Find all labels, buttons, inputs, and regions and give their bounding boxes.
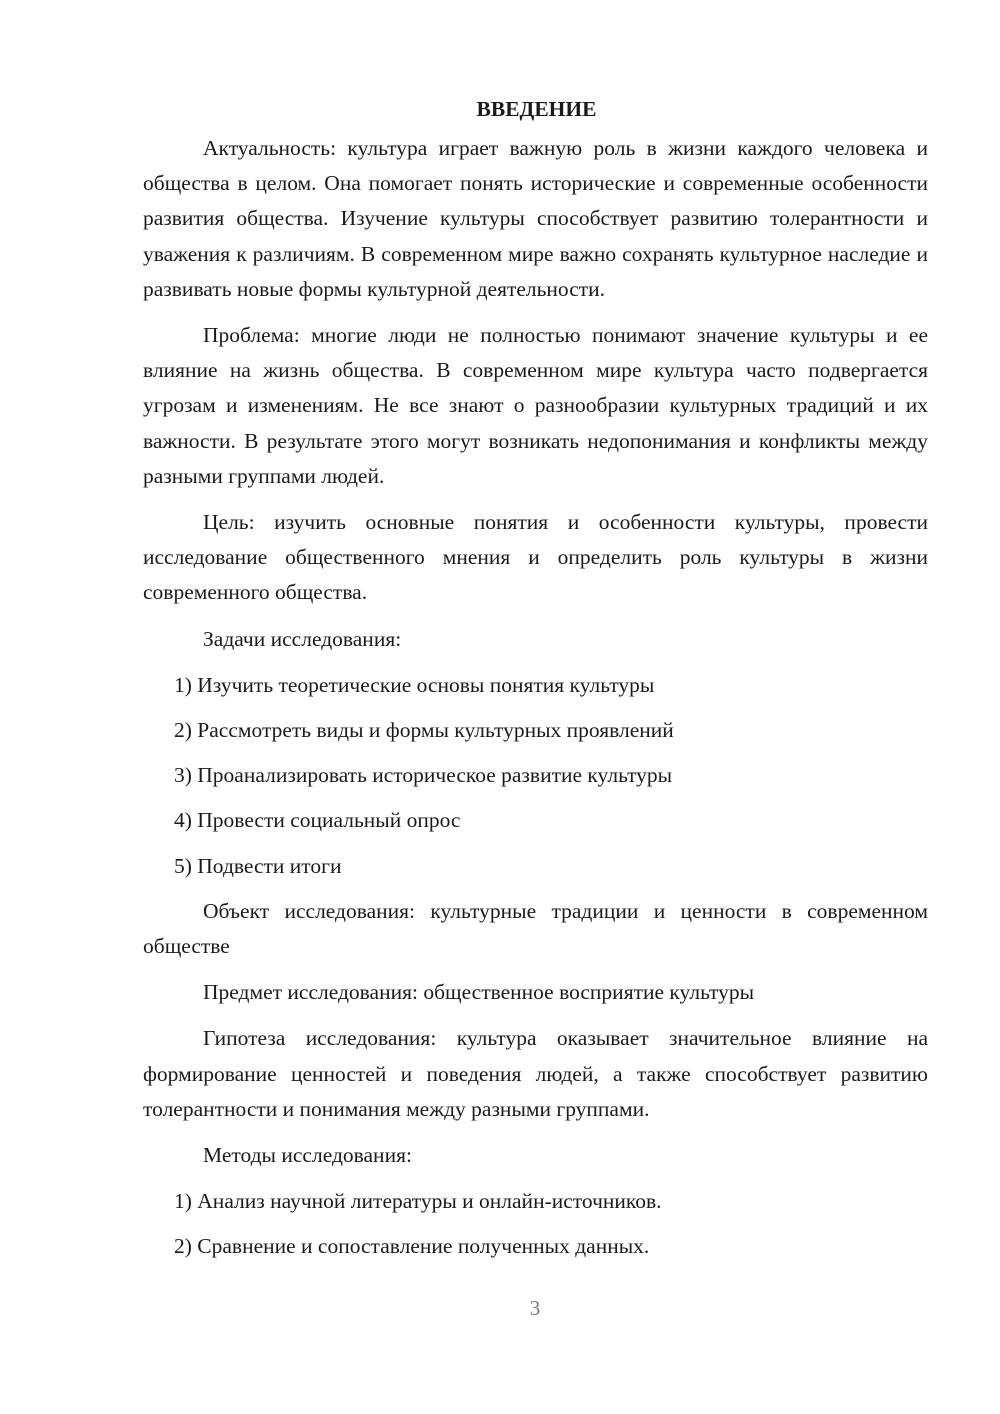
- methods-list: [143, 1184, 928, 1264]
- goal-paragraph: Цель: изучить основные понятия и особенности культуры, провести исследование общественного мнения и определить роль культуры в жизни современного общества.: [143, 510, 928, 605]
- list-item: 3) Проанализировать историческое развитие культуры: [174, 763, 673, 788]
- list-item: 1) Изучить теоретические основы понятия культуры: [174, 672, 655, 697]
- list-item: 2) Рассмотреть виды и формы культурных проявлений: [174, 718, 674, 743]
- list-item: 2) Сравнение и сопоставление полученных данных.: [174, 1234, 650, 1259]
- methods-heading: Методы исследования:: [203, 1143, 412, 1168]
- list-item: 1) Анализ научной литературы и онлайн-источников.: [174, 1189, 662, 1214]
- relevance-paragraph: Актуальность: культура играет важную роль в жизни каждого человека и общества в целом. Она помогает понять исторические и современные особенности развития общества. Изучение культуры способствует развитию толерантности и уважения к различиям. В современном мире важно сохранять культурное наследие и развивать новые формы культурной деятельности.: [143, 136, 928, 301]
- hypothesis-paragraph: Гипотеза исследования: культура оказывает значительное влияние на формирование ценностей и поведения людей, а также способствует развитию толерантности и понимания между разными группами.: [143, 1026, 928, 1121]
- document-page: [143, 92, 928, 1275]
- problem-paragraph: Проблема: многие люди не полностью понимают значение культуры и ее влияние на жизнь общества. В современном мире культура часто подвергается угрозам и изменениям. Не все знают о разнообразии культурных традиций и их важности. В результате этого могут возникать недопонимания и конфликты между разными группами людей.: [143, 323, 928, 488]
- list-item: 5) Подвести итоги: [174, 853, 342, 878]
- object-paragraph: Объект исследования: культурные традиции и ценности в современном обществе: [143, 898, 928, 959]
- subject-paragraph: Предмет исследования: общественное восприятие культуры: [203, 980, 755, 1005]
- document-title: ВВЕДЕНИЕ: [476, 97, 597, 121]
- page-number: 3: [529, 1296, 541, 1320]
- tasks-heading: Задачи исследования:: [203, 626, 402, 651]
- tasks-list: [143, 668, 928, 884]
- list-item: 4) Провести социальный опрос: [174, 808, 461, 833]
